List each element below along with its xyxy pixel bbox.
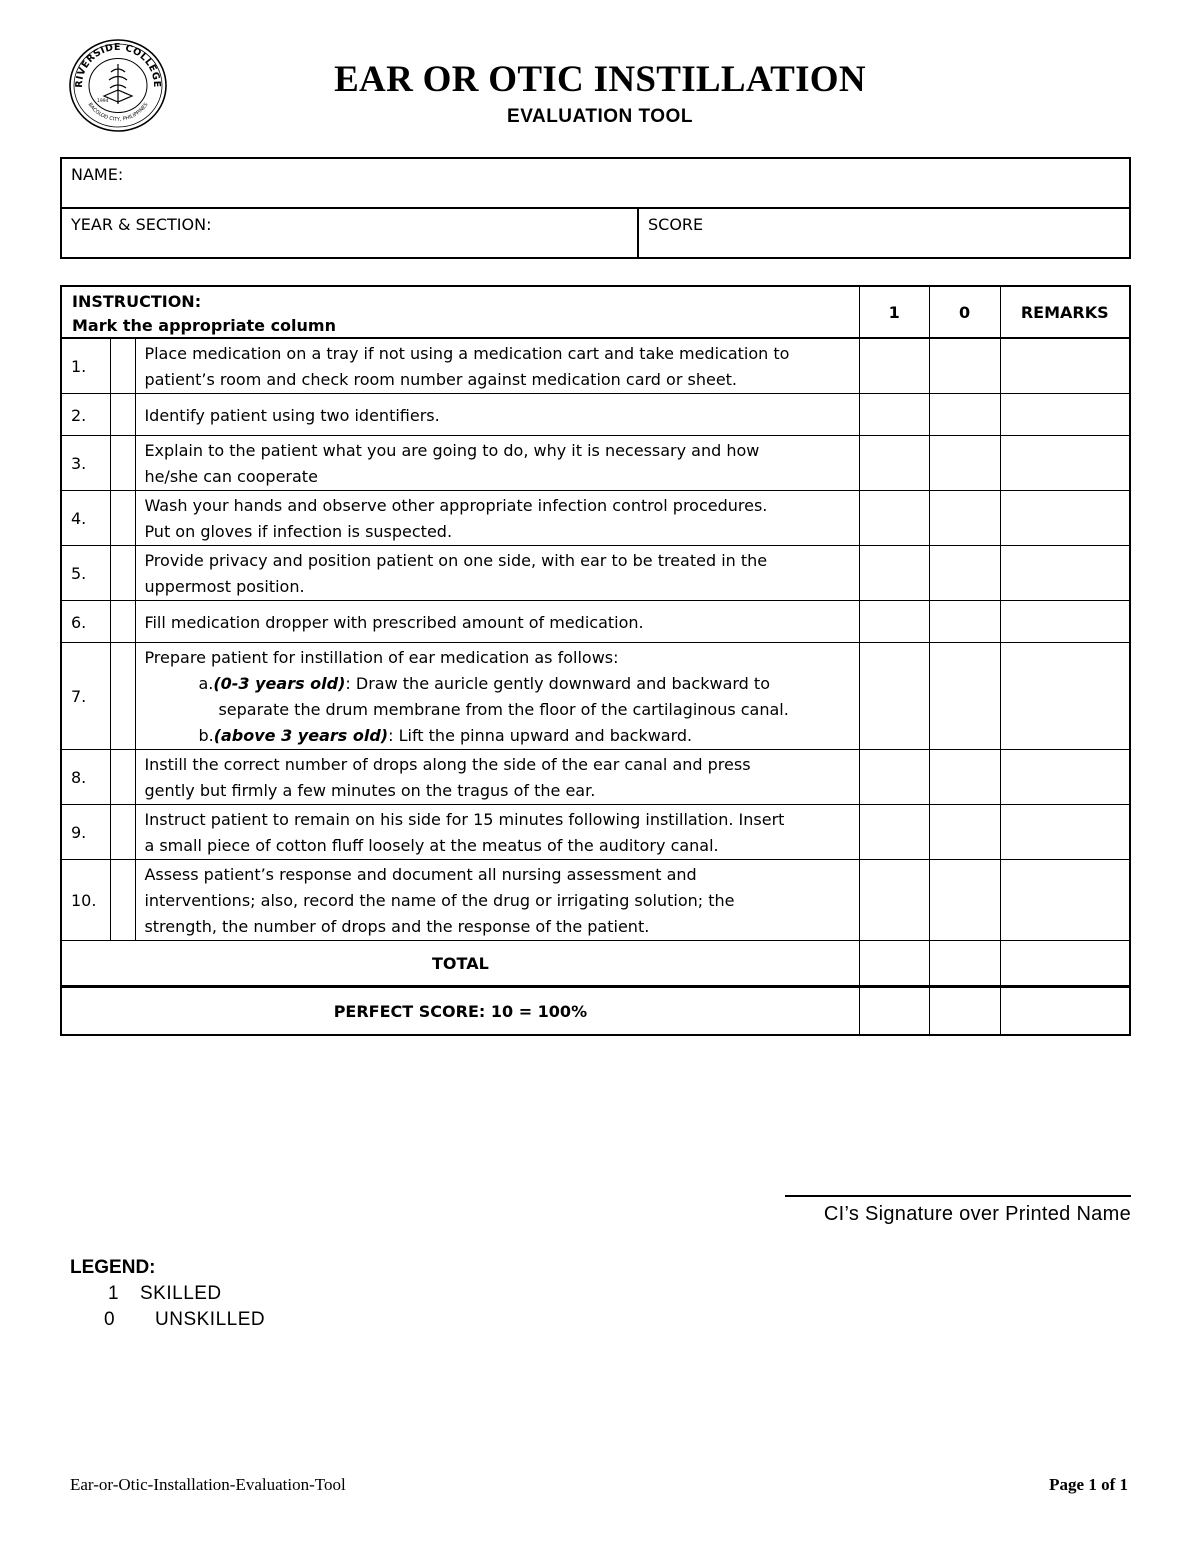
score-1-cell[interactable] <box>859 805 929 860</box>
total-1-cell[interactable] <box>859 941 929 987</box>
year-section-label: YEAR & SECTION: <box>71 215 212 234</box>
name-field[interactable] <box>61 158 1130 208</box>
remarks-cell[interactable] <box>1000 491 1130 546</box>
step-number: 9. <box>61 805 111 860</box>
score-1-cell[interactable] <box>859 394 929 436</box>
score-0-cell[interactable] <box>929 546 1000 601</box>
score-1-cell[interactable] <box>859 546 929 601</box>
check-cell[interactable] <box>111 601 136 643</box>
total-0-cell[interactable] <box>929 941 1000 987</box>
step-text: Wash your hands and observe other appropriate infection control procedures. Put on gloves if infection is suspected. <box>136 491 859 546</box>
score-0-cell[interactable] <box>929 338 1000 394</box>
remarks-cell[interactable] <box>1000 601 1130 643</box>
column-header-1: 1 <box>859 286 929 338</box>
step-number: 4. <box>61 491 111 546</box>
step-number: 6. <box>61 601 111 643</box>
table-row <box>61 601 1130 643</box>
signature-label: CI’s Signature over Printed Name <box>823 1203 1131 1225</box>
score-label: SCORE <box>648 215 704 234</box>
column-header-remarks: REMARKS <box>1000 286 1130 338</box>
score-0-cell[interactable] <box>929 394 1000 436</box>
score-1-cell[interactable] <box>859 601 929 643</box>
score-0-cell[interactable] <box>929 491 1000 546</box>
legend-label-skilled: SKILLED <box>140 1283 222 1304</box>
perfect-1-cell[interactable] <box>859 987 929 1036</box>
remarks-cell[interactable] <box>1000 805 1130 860</box>
remarks-cell[interactable] <box>1000 436 1130 491</box>
score-0-cell[interactable] <box>929 436 1000 491</box>
check-cell[interactable] <box>111 394 136 436</box>
step-text: Instruct patient to remain on his side for 15 minutes following instillation. Insert a small piece of cotton fluff loosely at the meatus of the auditory canal. <box>136 805 859 860</box>
footer-page-number: Page 1 of 1 <box>1049 1475 1128 1494</box>
remarks-cell[interactable] <box>1000 546 1130 601</box>
check-cell[interactable] <box>111 643 136 750</box>
legend-label-unskilled: UNSKILLED <box>155 1309 266 1330</box>
score-1-cell[interactable] <box>859 643 929 750</box>
column-header-0: 0 <box>929 286 1000 338</box>
score-1-cell[interactable] <box>859 436 929 491</box>
score-1-cell[interactable] <box>859 491 929 546</box>
check-cell[interactable] <box>111 436 136 491</box>
step-number: 5. <box>61 546 111 601</box>
svg-text:RIVERSIDE COLLEGE: RIVERSIDE COLLEGE <box>73 41 163 89</box>
table-row <box>61 643 1130 750</box>
remarks-cell[interactable] <box>1000 394 1130 436</box>
check-cell[interactable] <box>111 338 136 394</box>
legend-title: LEGEND: <box>70 1257 156 1278</box>
table-row <box>61 805 1130 860</box>
svg-text:BACOLOD CITY, PHILIPPINES: BACOLOD CITY, PHILIPPINES <box>86 101 150 123</box>
student-info-table <box>60 157 1131 259</box>
table-row <box>61 394 1130 436</box>
table-row <box>61 338 1130 394</box>
total-row <box>61 941 1130 987</box>
score-0-cell[interactable] <box>929 643 1000 750</box>
evaluation-table <box>60 285 1131 1036</box>
step-text: Instill the correct number of drops along the side of the ear canal and press gently but firmly a few minutes on the tragus of the ear. <box>136 750 859 805</box>
step-text: Place medication on a tray if not using a medication cart and take medication to patient’s room and check room number against medication card or sheet. <box>136 338 859 394</box>
table-row <box>61 491 1130 546</box>
check-cell[interactable] <box>111 805 136 860</box>
perfect-score-label: PERFECT SCORE: 10 = 100% <box>61 987 859 1036</box>
instruction-text: Mark the appropriate column <box>72 316 336 335</box>
footer-document-name: Ear-or-Otic-Installation-Evaluation-Tool <box>70 1475 346 1494</box>
perfect-remarks-cell[interactable] <box>1000 987 1130 1036</box>
step-text: Provide privacy and position patient on one side, with ear to be treated in the uppermost position. <box>136 546 859 601</box>
step-number: 2. <box>61 394 111 436</box>
table-row <box>61 860 1130 941</box>
table-row <box>61 750 1130 805</box>
step-text: Explain to the patient what you are going to do, why it is necessary and how he/she can cooperate <box>136 436 859 491</box>
check-cell[interactable] <box>111 860 136 941</box>
step-number: 8. <box>61 750 111 805</box>
remarks-cell[interactable] <box>1000 750 1130 805</box>
step-text: Assess patient’s response and document all nursing assessment and interventions; also, record the name of the drug or irrigating solution; the strength, the number of drops and the response of the patient. <box>136 860 859 941</box>
step-text: Fill medication dropper with prescribed amount of medication. <box>136 601 859 643</box>
score-1-cell[interactable] <box>859 338 929 394</box>
score-1-cell[interactable] <box>859 860 929 941</box>
step-number: 1. <box>61 338 111 394</box>
remarks-cell[interactable] <box>1000 643 1130 750</box>
total-label: TOTAL <box>61 941 859 987</box>
check-cell[interactable] <box>111 750 136 805</box>
instruction-title: INSTRUCTION: <box>72 292 202 311</box>
total-remarks-cell[interactable] <box>1000 941 1130 987</box>
perfect-score-row <box>61 987 1130 1036</box>
year-section-field[interactable] <box>61 208 638 258</box>
signature-line[interactable] <box>785 1195 1131 1197</box>
legend-key-1: 1 <box>108 1283 120 1304</box>
table-row <box>61 546 1130 601</box>
step-number: 7. <box>61 643 111 750</box>
step-number: 10. <box>61 860 111 941</box>
remarks-cell[interactable] <box>1000 338 1130 394</box>
score-0-cell[interactable] <box>929 805 1000 860</box>
score-0-cell[interactable] <box>929 750 1000 805</box>
step-text: Identify patient using two identifiers. <box>136 394 859 436</box>
score-0-cell[interactable] <box>929 601 1000 643</box>
remarks-cell[interactable] <box>1000 860 1130 941</box>
score-0-cell[interactable] <box>929 860 1000 941</box>
check-cell[interactable] <box>111 491 136 546</box>
document-title: EAR OR OTIC INSTILLATION <box>334 59 866 100</box>
table-row <box>61 436 1130 491</box>
perfect-0-cell[interactable] <box>929 987 1000 1036</box>
step-text: Prepare patient for instillation of ear medication as follows: a.(0-3 years old): Draw the auricle gently downward and backward to separate the drum membrane from the floor of the cartilaginous canal. b.(above 3 years old): Lift the pinna upward and backward. <box>136 643 859 750</box>
legend-key-0: 0 <box>104 1309 116 1330</box>
svg-text:1994: 1994 <box>97 99 109 104</box>
name-label: NAME: <box>71 165 124 184</box>
check-cell[interactable] <box>111 546 136 601</box>
step-number: 3. <box>61 436 111 491</box>
score-1-cell[interactable] <box>859 750 929 805</box>
score-field[interactable] <box>638 208 1130 258</box>
document-subtitle: EVALUATION TOOL <box>507 106 693 127</box>
